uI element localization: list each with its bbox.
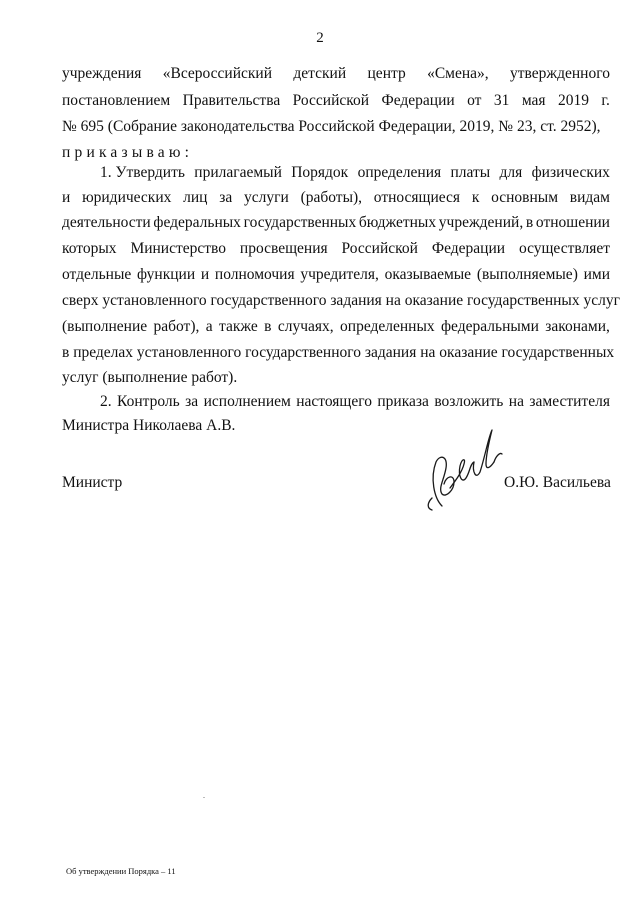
word: 1. Утвердить [100,164,185,181]
word: бюджетных [358,214,437,231]
text-line [100,392,610,412]
handwritten-signature [420,428,510,512]
word: основным [491,189,559,206]
word: в [525,214,534,231]
text-line [62,343,615,363]
text-line [62,239,610,259]
word: для [499,164,523,181]
word: относящиеся [373,189,461,206]
word: и [200,266,210,283]
signer-position: Министр [62,474,123,491]
word: настоящего [296,393,372,410]
word: работ), [153,318,200,335]
word: полномочия [214,266,295,283]
word: Федерации [381,92,455,109]
text-line [62,291,620,311]
word: отдельные [62,266,132,283]
word: определенных [340,318,435,335]
word: просвещения [239,240,328,257]
word: на [508,393,524,410]
word: Порядок [291,164,349,181]
word: (работы), [300,189,363,206]
word: 2. [100,393,112,410]
word: «Смена», [427,65,489,82]
word: лиц [183,189,208,206]
word: функции [137,266,196,283]
word: деятельности [62,214,151,231]
word: «Всероссийский [162,65,273,82]
word: Российской [292,92,370,109]
word: видам [569,189,610,206]
word: в пределах установленного государственного задания на оказание государственных [62,344,615,361]
word: прилагаемый [194,164,282,181]
text-line: услуг (выполнение работ). [62,369,238,386]
word: постановлением [62,92,171,109]
word: за [219,189,233,206]
order-word: приказываю: [62,144,194,161]
signer-name: О.Ю. Васильева [504,474,611,491]
word: услуги [244,189,289,206]
word: федеральных [153,214,241,231]
word: а [205,318,213,335]
word: мая [521,92,546,109]
word: Министерство [130,240,227,257]
word: за [185,393,199,410]
text-line [62,188,610,208]
word: государственных [243,214,357,231]
word: возложить [434,393,504,410]
word: законами, [545,318,610,335]
word: физических [531,164,610,181]
word: центр [367,65,406,82]
word: к [471,189,480,206]
text-line [62,91,610,111]
text-line [62,64,610,84]
word: случаях, [277,318,334,335]
page-number: 2 [316,30,324,46]
word: юридических [82,189,172,206]
word: которых [62,240,117,257]
word: учредителя, [300,266,379,283]
word: детский [293,65,347,82]
word: утвержденного [510,65,610,82]
word: учреждений, [438,214,524,231]
word: также [219,318,258,335]
footer-note: Об утверждении Порядка – 11 [66,866,176,876]
word: осуществляет [518,240,610,257]
scan-speck [203,797,205,798]
word: федеральными [441,318,539,335]
word: определения [357,164,442,181]
word: Контроль [117,393,180,410]
word: заместителя [529,393,610,410]
word: ими [583,266,610,283]
word: (выполняемые) [476,266,578,283]
word: 2019 [557,92,589,109]
text-line [62,117,610,137]
word: 31 [493,92,510,109]
text-line [62,317,610,337]
word: Федерации [431,240,506,257]
word: сверх установленного государственного задания на оказание государственных услуг [62,292,620,309]
word: г. [601,92,610,109]
word: приказа [377,393,429,410]
word: учреждения [62,65,142,82]
text-line [100,163,610,183]
text-line [62,265,610,285]
word: (выполнение [62,318,148,335]
word: от [467,92,482,109]
word: отношении [535,214,610,231]
word: платы [450,164,491,181]
word: оказываемые [384,266,472,283]
word: Российской [341,240,418,257]
word: в [264,318,272,335]
word: Правительства [182,92,281,109]
word: № 695 (Собрание законодательства Российской Федерации, 2019, № 23, ст. 2952), [62,118,601,135]
text-line: Министра Николаева А.В. [62,417,236,434]
word: и [62,189,71,206]
text-line [62,213,610,233]
word: исполнением [203,393,291,410]
